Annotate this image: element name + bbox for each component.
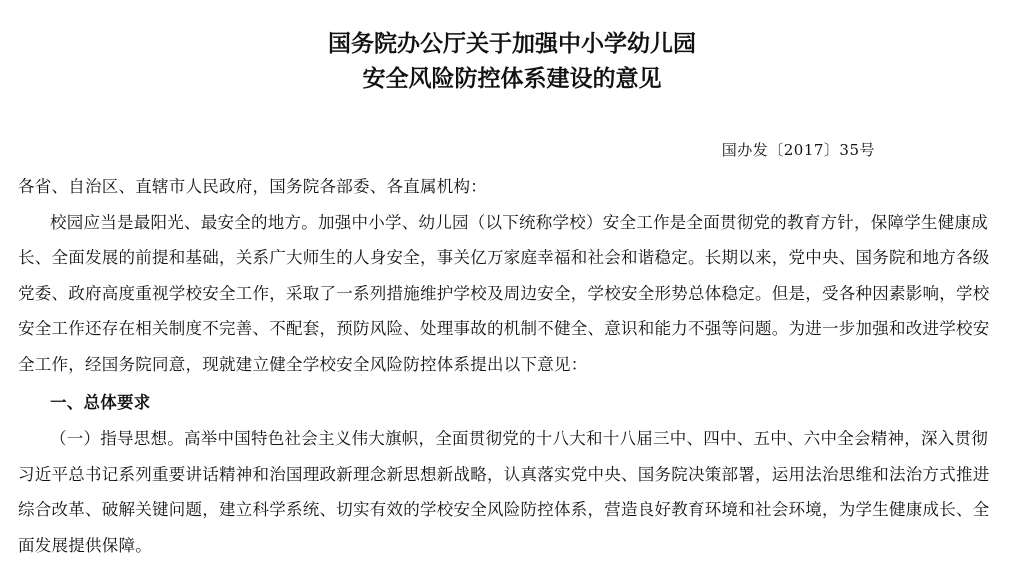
paragraph-1-line-5: 全工作，经国务院同意，现就建立健全学校安全风险防控体系提出以下意见： [18,355,588,374]
paragraph-2-line-4: 面发展提供保障。 [18,536,152,555]
paragraph-1-line-3: 党委、政府高度重视学校安全工作，采取了一系列措施维护学校及周边安全，学校安全形势总体稳定。但是，受各种因素影响，学校 [18,284,990,303]
salutation: 各省、自治区、直辖市人民政府，国务院各部委、各直属机构： [18,177,487,196]
document-number: 国办发〔2017〕35号 [721,141,875,159]
paragraph-2-line-2: 习近平总书记系列重要讲话精神和治国理政新理念新思想新战略，认真落实党中央、国务院决策部署，运用法治思维和法治方式推进 [18,465,990,484]
paragraph-1-line-4: 安全工作还存在相关制度不完善、不配套，预防风险、处理事故的机制不健全、意识和能力不强等问题。为进一步加强和改进学校安 [18,319,990,338]
paragraph-2-line-1: （一）指导思想。高举中国特色社会主义伟大旗帜，全面贯彻党的十八大和十八届三中、四中、五中、六中全会精神，深入贯彻 [50,429,988,448]
document-title-line-1: 国务院办公厅关于加强中小学幼儿园 [328,30,696,57]
paragraph-1-line-2: 长、全面发展的前提和基础，关系广大师生的人身安全，事关亿万家庭幸福和社会和谐稳定。长期以来，党中央、国务院和地方各级 [18,248,990,267]
paragraph-1-line-1: 校园应当是最阳光、最安全的地方。加强中小学、幼儿园（以下统称学校）安全工作是全面贯彻党的教育方针，保障学生健康成 [50,213,988,232]
section-heading-general-requirements: 一、总体要求 [50,393,151,412]
document-title-line-2: 安全风险防控体系建设的意见 [362,65,662,92]
paragraph-2-line-3: 综合改革、破解关键问题，建立科学系统、切实有效的学校安全风险防控体系，营造良好教育环境和社会环境，为学生健康成长、全 [18,500,990,519]
